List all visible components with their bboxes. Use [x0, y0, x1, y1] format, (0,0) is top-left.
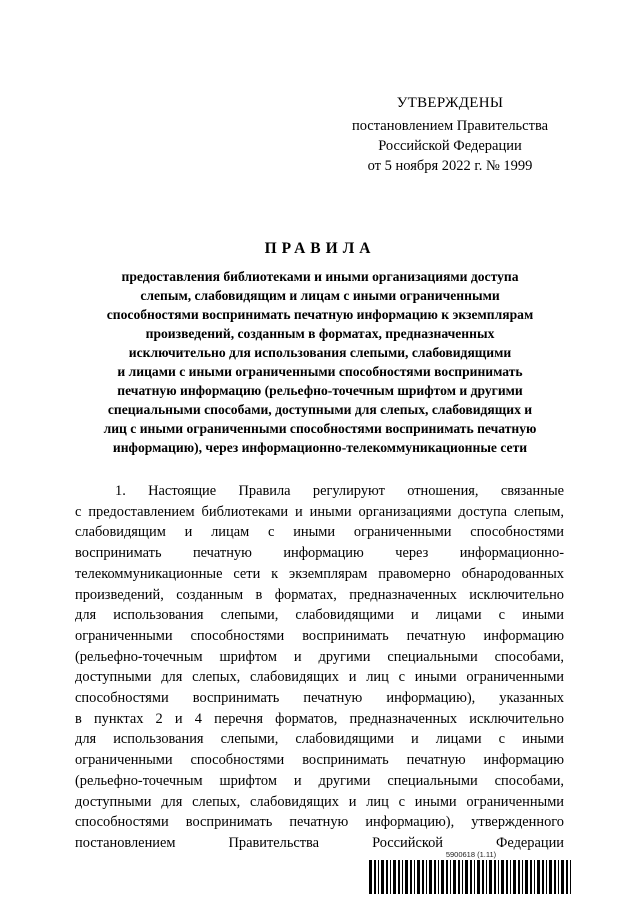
body-line: доступными для слепых, слабовидящих и лиц с иными ограниченными — [75, 793, 564, 810]
body-line: ограниченными способностями воспринимать печатную информацию — [75, 627, 564, 644]
body-line: способностями воспринимать печатную информацию), указанных — [75, 690, 564, 707]
document-title: ПРАВИЛА — [264, 240, 376, 257]
document-subtitle — [60, 267, 580, 457]
body-line: воспринимать печатную информацию через информационно- — [75, 545, 564, 562]
body-line: произведений, созданным в форматах, предназначенных исключительно — [75, 586, 564, 603]
approval-line: Российской Федерации — [378, 138, 522, 154]
subtitle-line: произведений, созданным в форматах, предназначенных — [145, 326, 495, 341]
body-line: (рельефно-точечным шрифтом и другими специальными способами, — [75, 772, 564, 789]
body-line: для использования слепыми, слабовидящими и лицами с иными — [75, 607, 564, 624]
body-line: способностями воспринимать печатную информацию), утвержденного — [75, 814, 564, 831]
subtitle-line: предоставления библиотеками и иными организациями доступа — [121, 269, 519, 284]
subtitle-line: способностями воспринимать печатную информацию к экземплярам — [106, 307, 534, 322]
body-line: доступными для слепых, слабовидящих и лиц с иными ограниченными — [75, 669, 564, 686]
body-line: ограниченными способностями воспринимать печатную информацию — [75, 752, 564, 769]
approval-block — [320, 93, 580, 176]
approval-line: от 5 ноября 2022 г. № 1999 — [367, 158, 533, 174]
body-line: для использования слепыми, слабовидящими и лицами с иными — [75, 731, 564, 748]
subtitle-line: специальными способами, доступными для слепых, слабовидящих и — [107, 402, 533, 417]
body-line: слабовидящим и лицам с иными ограниченными способностями — [75, 524, 564, 541]
barcode-label: 5900618 (1.11) — [445, 850, 497, 859]
body-line: в пунктах 2 и 4 перечня форматов, предназначенных исключительно — [75, 710, 564, 727]
subtitle-line: информацию), через информационно-телекоммуникационные сети — [112, 440, 528, 455]
body-line: постановлением Правительства Российской Федерации — [75, 834, 564, 851]
barcode — [368, 850, 574, 894]
subtitle-line: и лицами с иными ограниченными способностями воспринимать — [117, 364, 523, 379]
body-line: 1. Настоящие Правила регулируют отношения, связанные — [115, 483, 564, 499]
body-paragraph — [75, 481, 564, 854]
body-line: (рельефно-точечным шрифтом и другими специальными способами, — [75, 648, 564, 665]
approval-heading: УТВЕРЖДЕНЫ — [396, 95, 504, 111]
subtitle-line: слепым, слабовидящим и лицам с иными ограниченными — [140, 288, 500, 303]
subtitle-line: печатную информацию (рельефно-точечным шрифтом и другими — [117, 383, 523, 398]
subtitle-line: исключительно для использования слепыми, слабовидящими — [128, 345, 512, 360]
subtitle-line: лиц с иными ограниченными способностями воспринимать печатную — [103, 421, 537, 436]
body-line: с предоставлением библиотеками и иными организациями доступа слепым, — [75, 503, 564, 520]
approval-line: постановлением Правительства — [351, 118, 549, 134]
barcode-icon — [368, 860, 574, 894]
body-line: телекоммуникационные сети к экземплярам правомерно обнародованных — [75, 565, 564, 582]
